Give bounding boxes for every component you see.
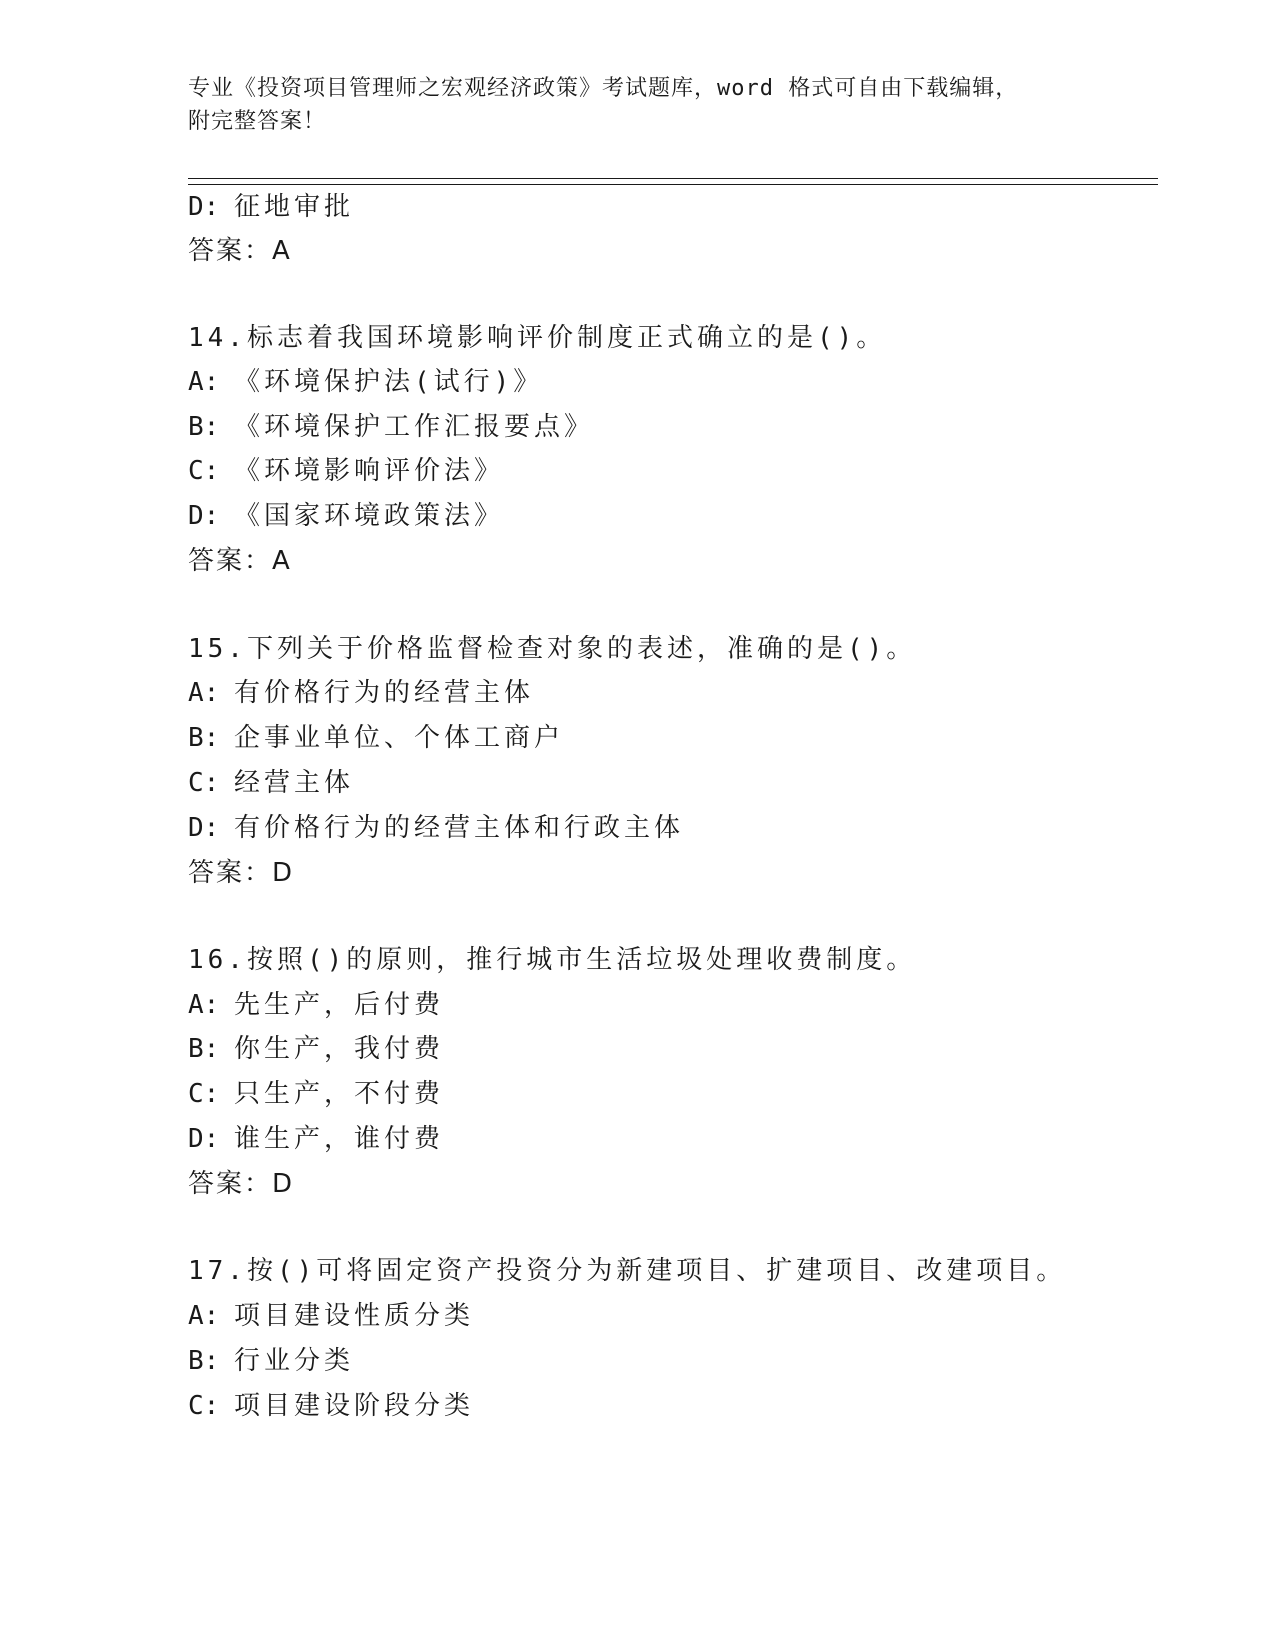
option-d [188, 1123, 444, 1155]
answer-line: 答案：A [188, 236, 292, 266]
option-b [188, 722, 564, 754]
option-key: A: [188, 678, 220, 708]
option-c [188, 1390, 474, 1422]
option-text: 《环境保护法(试行)》 [234, 367, 544, 397]
option-key: C: [188, 1079, 220, 1109]
option-key: A: [188, 367, 220, 397]
option-b [188, 1345, 354, 1377]
option-text: 只生产，不付费 [234, 1079, 445, 1109]
option-text: 项目建设性质分类 [234, 1301, 475, 1331]
option-key: B: [188, 723, 220, 753]
option-text: 项目建设阶段分类 [234, 1391, 475, 1421]
option-text: 《环境保护工作汇报要点》 [234, 412, 595, 442]
question-stem: 14.标志着我国环境影响评价制度正式确立的是()。 [188, 323, 887, 353]
option-d [188, 812, 684, 844]
option-c [188, 767, 354, 799]
option-key: B: [188, 1346, 220, 1376]
answer-line: 答案：D [188, 858, 295, 888]
option-a [188, 989, 444, 1021]
header-line-2: 附完整答案！ [188, 109, 327, 134]
header-line-1: 专业《投资项目管理师之宏观经济政策》考试题库，word 格式可自由下载编辑， [188, 76, 1019, 101]
option-c [188, 455, 504, 487]
option-a [188, 677, 534, 709]
question-stem: 17.按()可将固定资产投资分为新建项目、扩建项目、改建项目。 [188, 1256, 1067, 1286]
option-key: D: [188, 1124, 220, 1154]
option-d [188, 191, 354, 223]
option-text: 有价格行为的经营主体 [234, 678, 535, 708]
option-text: 征地审批 [234, 192, 355, 222]
option-a [188, 1300, 474, 1332]
option-text: 有价格行为的经营主体和行政主体 [234, 813, 685, 843]
option-b [188, 1033, 444, 1065]
option-text: 企事业单位、个体工商户 [234, 723, 565, 753]
option-key: B: [188, 412, 220, 442]
option-text: 经营主体 [234, 768, 355, 798]
option-text: 先生产，后付费 [234, 990, 445, 1020]
option-key: B: [188, 1034, 220, 1064]
option-c [188, 1078, 444, 1110]
question-stem: 16.按照()的原则，推行城市生活垃圾处理收费制度。 [188, 945, 917, 975]
option-text: 谁生产，谁付费 [234, 1124, 445, 1154]
option-text: 《国家环境政策法》 [234, 501, 505, 531]
option-key: D: [188, 192, 220, 222]
answer-line: 答案：D [188, 1169, 295, 1199]
option-d [188, 500, 504, 532]
option-key: D: [188, 501, 220, 531]
option-b [188, 411, 594, 443]
option-text: 行业分类 [234, 1346, 355, 1376]
option-key: C: [188, 768, 220, 798]
option-key: A: [188, 1301, 220, 1331]
option-key: C: [188, 456, 220, 486]
document-header [188, 72, 1088, 138]
option-text: 你生产，我付费 [234, 1034, 445, 1064]
header-divider-bottom [188, 184, 1158, 185]
option-key: A: [188, 990, 220, 1020]
option-key: D: [188, 813, 220, 843]
answer-line: 答案：A [188, 546, 292, 576]
option-a [188, 366, 543, 398]
question-stem: 15.下列关于价格监督检查对象的表述，准确的是()。 [188, 634, 917, 664]
option-key: C: [188, 1391, 220, 1421]
header-divider-top [188, 178, 1158, 179]
option-text: 《环境影响评价法》 [234, 456, 505, 486]
